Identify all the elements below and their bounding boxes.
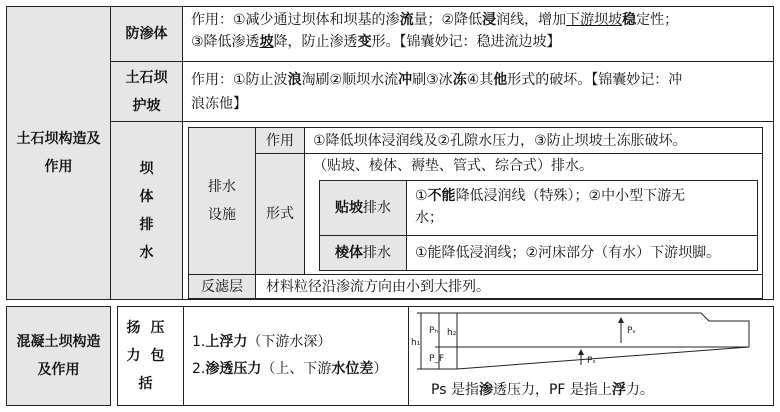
label-ph: Pₕ: [429, 326, 439, 336]
drainage-facility-label: 排水设施: [188, 127, 256, 275]
slope-protection-text: 作用：①防止波浪淘刷②顺坝水流冲刷③冰冻④其他形式的破坏。【锦囊妙记：冲 浪冻他】: [182, 61, 774, 122]
slope-protection-name: 土石坝护坡: [110, 61, 183, 122]
uplift-items: [183, 306, 409, 406]
diagram-top-edge: [457, 313, 749, 347]
sub2-name: 棱体排水: [319, 235, 407, 271]
label-pv: Pᵥ: [627, 326, 637, 336]
label-h1: h₁: [411, 338, 421, 348]
drainage-effect-text: ①降低坝体浸润线及②孔隙水压力，③防止坝坡土冻胀破坏。: [304, 127, 763, 154]
section2-label: 混凝土坝构造及作用: [6, 306, 111, 406]
diagram-caption: Ps 是指渗透压力，PF 是指上浮力。: [431, 382, 654, 398]
sub2-text: ①能降低浸润线；②河床部分（有水）下游坝脚。: [406, 235, 758, 271]
label-ps: Pₛ: [587, 356, 596, 366]
filter-layer-text: 材料粒径沿渗流方向由小到大排列。: [255, 274, 763, 299]
sub1-name: 贴坡排水: [319, 180, 407, 236]
label-h2: h₂: [447, 328, 457, 338]
drainage-form-text: （贴坡、棱体、褥垫、管式、综合式）排水。: [304, 153, 763, 275]
sub1-text: ①不能降低浸润线（特殊）；②中小型下游无 水；: [406, 180, 758, 236]
uplift-pressure-diagram: [409, 307, 773, 379]
ps-arrowhead: [578, 349, 584, 355]
seepage-body-name: 防渗体: [110, 6, 183, 62]
section1-label: 土石坝构造及作用: [6, 6, 111, 300]
uplift-name: 扬压力包括: [117, 306, 184, 406]
drainage-effect-label: 作用: [255, 127, 305, 154]
pv-arrowhead: [618, 317, 624, 323]
uplift-diagram-cell: [408, 306, 774, 406]
filter-layer-label: 反滤层: [188, 274, 256, 299]
uplift-item-2: 2.渗透压力（上、下游水位差）: [192, 361, 388, 377]
uplift-item-1: 1.上浮力（下游水深）: [192, 334, 332, 350]
seepage-body-text: 作用：①减少通过坝体和坝基的渗流量；②降低浸润线，增加下游坝坡稳定性； ③降低渗透坡降，防止渗透变形。【锦囊妙记：稳进流边坡】: [182, 6, 774, 62]
label-pf: P_F: [429, 354, 445, 364]
diagram-slope: [457, 347, 749, 369]
drainage-form-label: 形式: [255, 153, 305, 275]
dam-drainage-name: 坝体排水: [110, 121, 183, 300]
